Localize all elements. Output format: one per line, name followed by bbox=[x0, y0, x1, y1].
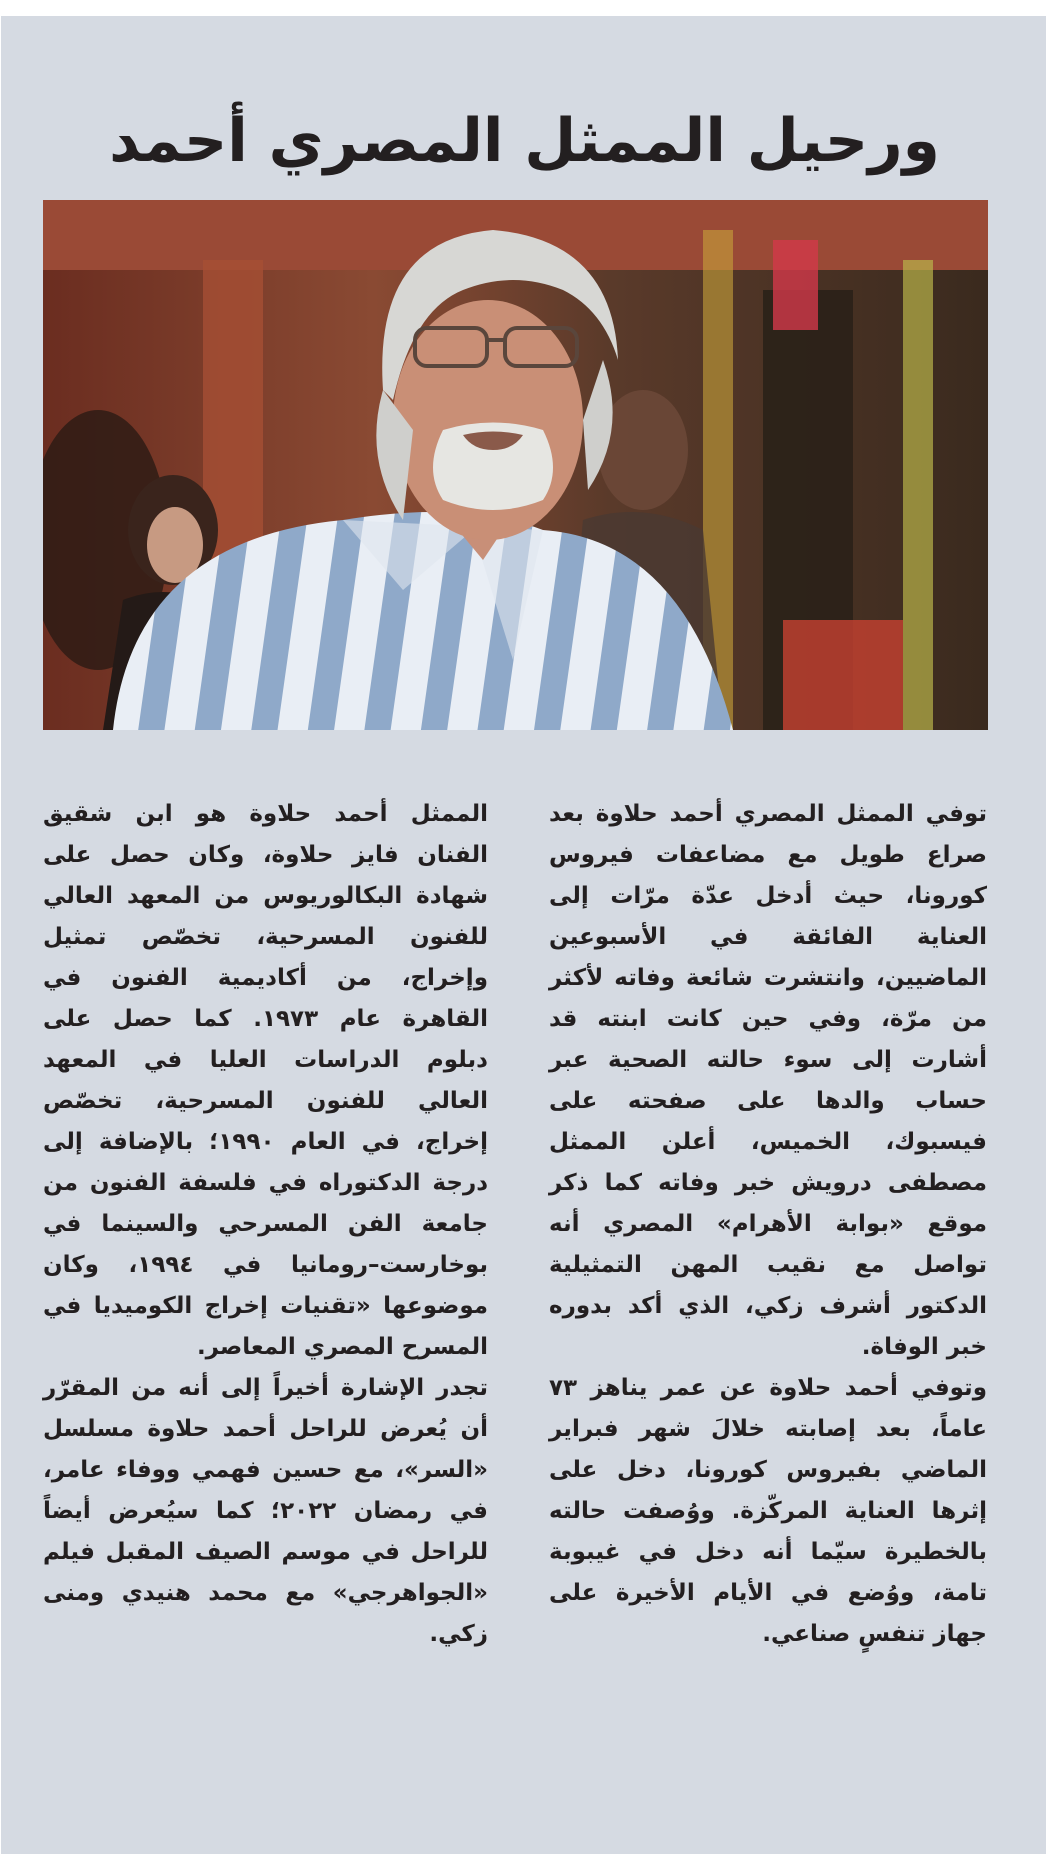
paragraph: توفي الممثل المصري أحمد حلاوة بعد صراع طويل مع مضاعفات فيروس كورونا، حيث أدخل عدّة مرّات إلى العناية الفائقة في الأسبوعين الماضيين، وانتشرت شائعة وفاته لأكثر من مرّة، وفي حين كانت ابنته قد أشارت إلى سوء حالته الصحية عبر حساب والدها على صفحته على فيسبوك، الخميس، أعلن الممثل مصطفى درويش خبر وفاته كما ذكر موقع «بوابة الأهرام» المصري أنه تواصل مع نقيب المهن التمثيلية الدكتور أشرف زكي، الذي أكد بدوره خبر الوفاة. bbox=[549, 801, 987, 1360]
paragraph: الممثل أحمد حلاوة هو ابن شقيق الفنان فايز حلاوة، وكان حصل على شهادة البكالوريوس من المعهد العالي للفنون المسرحية، تخصّص تمثيل وإخراج، من أكاديمية الفنون في القاهرة عام ١٩٧٣. كما حصل على دبلوم الدراسات العليا في المعهد العالي للفنون المسرحية، تخصّص إخراج، في العام ١٩٩٠؛ بالإضافة إلى درجة الدكتوراه في فلسفة الفنون من جامعة الفن المسرحي والسينما في بوخارست–رومانيا في ١٩٩٤، وكان موضوعها «تقنيات إخراج الكوميديا في المسرح المصري المعاصر. bbox=[43, 801, 488, 1360]
article-photo bbox=[43, 200, 988, 730]
paragraph: وتوفي أحمد حلاوة عن عمر يناهز ٧٣ عاماً، بعد إصابته خلالَ شهر فبراير الماضي بفيروس كورونا، دخل على إثرها العناية المركّزة. ووُصفت حالته بالخطيرة سيّما أنه دخل في غيبوبة تامة، ووُضع في الأيام الأخيرة على جهاز تنفسٍ صناعي. bbox=[549, 1375, 987, 1647]
article-column-right bbox=[549, 794, 987, 1655]
article-headline: ورحيل الممثل المصري أحمد bbox=[109, 106, 940, 177]
article-column-left bbox=[43, 794, 488, 1655]
paragraph: تجدر الإشارة أخيراً إلى أنه من المقرّر أن يُعرض للراحل أحمد حلاوة مسلسل «السر»، مع حسين فهمي ووفاء عامر، في رمضان ٢٠٢٢؛ كما سيُعرض أيضاً للراحل في موسم الصيف المقبل فيلم «الجواهرجي» مع محمد هنيدي ومنى زكي. bbox=[43, 1375, 488, 1647]
